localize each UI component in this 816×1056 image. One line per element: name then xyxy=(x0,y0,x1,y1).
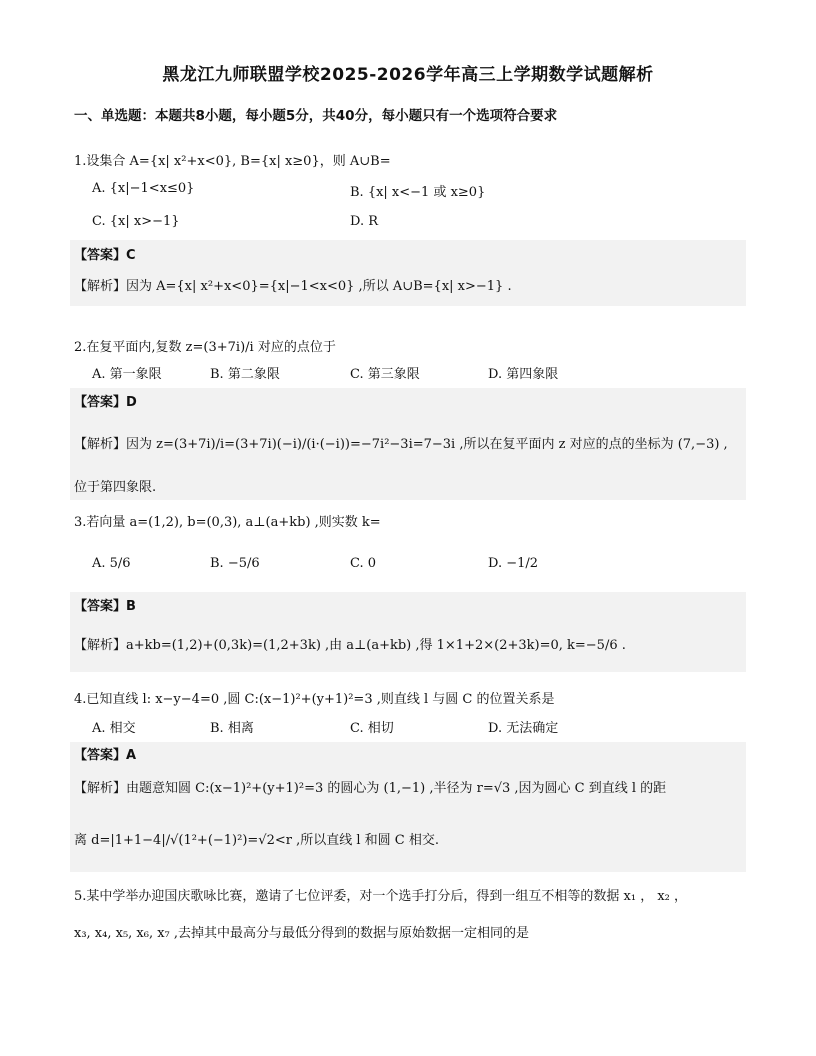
answer-3: 【答案】B xyxy=(74,599,136,614)
analysis-4-line-1: 【解析】由题意知圆 C:(x−1)²+(y+1)²=3 的圆心为 (1,−1) ,半径为 r=√3 ,因为圆心 C 到直线 l 的距 xyxy=(74,781,667,796)
analysis-3: 【解析】a+kb=(1,2)+(0,3k)=(1,2+3k) ,由 a⊥(a+kb) ,得 1×1+2×(2+3k)=0, k=−5/6 . xyxy=(74,638,626,653)
option-c: C. 相切 xyxy=(350,721,394,736)
option-a: A. 5/6 xyxy=(92,556,131,571)
option-a: A. {x|−1<x≤0} xyxy=(92,181,195,196)
question-2-stem: 2.在复平面内,复数 z=(3+7i)/i 对应的点位于 xyxy=(74,340,336,355)
option-d: D. 无法确定 xyxy=(488,721,559,736)
question-5-stem-line-2: x₃, x₄, x₅, x₆, x₇ ,去掉其中最高分与最低分得到的数据与原始数据一定相同的是 xyxy=(74,926,530,941)
option-b: B. {x| x<−1 或 x≥0} xyxy=(350,185,486,200)
option-b: B. −5/6 xyxy=(210,556,260,571)
option-c: C. 第三象限 xyxy=(350,367,420,382)
answer-4: 【答案】A xyxy=(74,748,137,763)
answer-block-4 xyxy=(70,742,746,872)
option-c: C. {x| x>−1} xyxy=(92,214,180,229)
option-d: D. R xyxy=(350,214,379,229)
option-c: C. 0 xyxy=(350,556,377,571)
option-d: D. −1/2 xyxy=(488,556,539,571)
option-b: B. 第二象限 xyxy=(210,367,280,382)
answer-1: 【答案】C xyxy=(74,248,136,263)
analysis-2-line-2: 位于第四象限. xyxy=(74,480,157,495)
analysis-2-line-1: 【解析】因为 z=(3+7i)/i=(3+7i)(−i)/(i·(−i))=−7i²−3i=7−3i ,所以在复平面内 z 对应的点的坐标为 (7,−3) , xyxy=(74,437,728,452)
answer-2: 【答案】D xyxy=(74,395,137,410)
option-a: A. 相交 xyxy=(92,721,136,736)
question-1-stem: 1.设集合 A={x| x²+x<0}, B={x| x≥0}，则 A∪B= xyxy=(74,154,391,169)
question-5-stem-line-1: 5.某中学举办迎国庆歌咏比赛，邀请了七位评委，对一个选手打分后，得到一组互不相等的数据 x₁ ， x₂ ， xyxy=(74,889,688,904)
section-heading: 一、单选题：本题共8小题，每小题5分，共40分，每小题只有一个选项符合要求 xyxy=(74,108,558,124)
option-a: A. 第一象限 xyxy=(92,367,162,382)
analysis-4-line-2: 离 d=|1+1−4|/√(1²+(−1)²)=√2<r ,所以直线 l 和圆 C 相交. xyxy=(74,833,439,848)
analysis-1: 【解析】因为 A={x| x²+x<0}={x|−1<x<0} ,所以 A∪B={x| x>−1} . xyxy=(74,279,512,294)
option-b: B. 相离 xyxy=(210,721,254,736)
answer-block-3 xyxy=(70,592,746,672)
question-3-stem: 3.若向量 a=(1,2), b=(0,3), a⊥(a+kb) ,则实数 k= xyxy=(74,515,381,530)
answer-block-1 xyxy=(70,240,746,306)
option-d: D. 第四象限 xyxy=(488,367,559,382)
question-4-stem: 4.已知直线 l: x−y−4=0 ,圆 C:(x−1)²+(y+1)²=3 ,则直线 l 与圆 C 的位置关系是 xyxy=(74,692,555,707)
document-title: 黑龙江九师联盟学校2025-2026学年高三上学期数学试题解析 xyxy=(162,65,654,85)
